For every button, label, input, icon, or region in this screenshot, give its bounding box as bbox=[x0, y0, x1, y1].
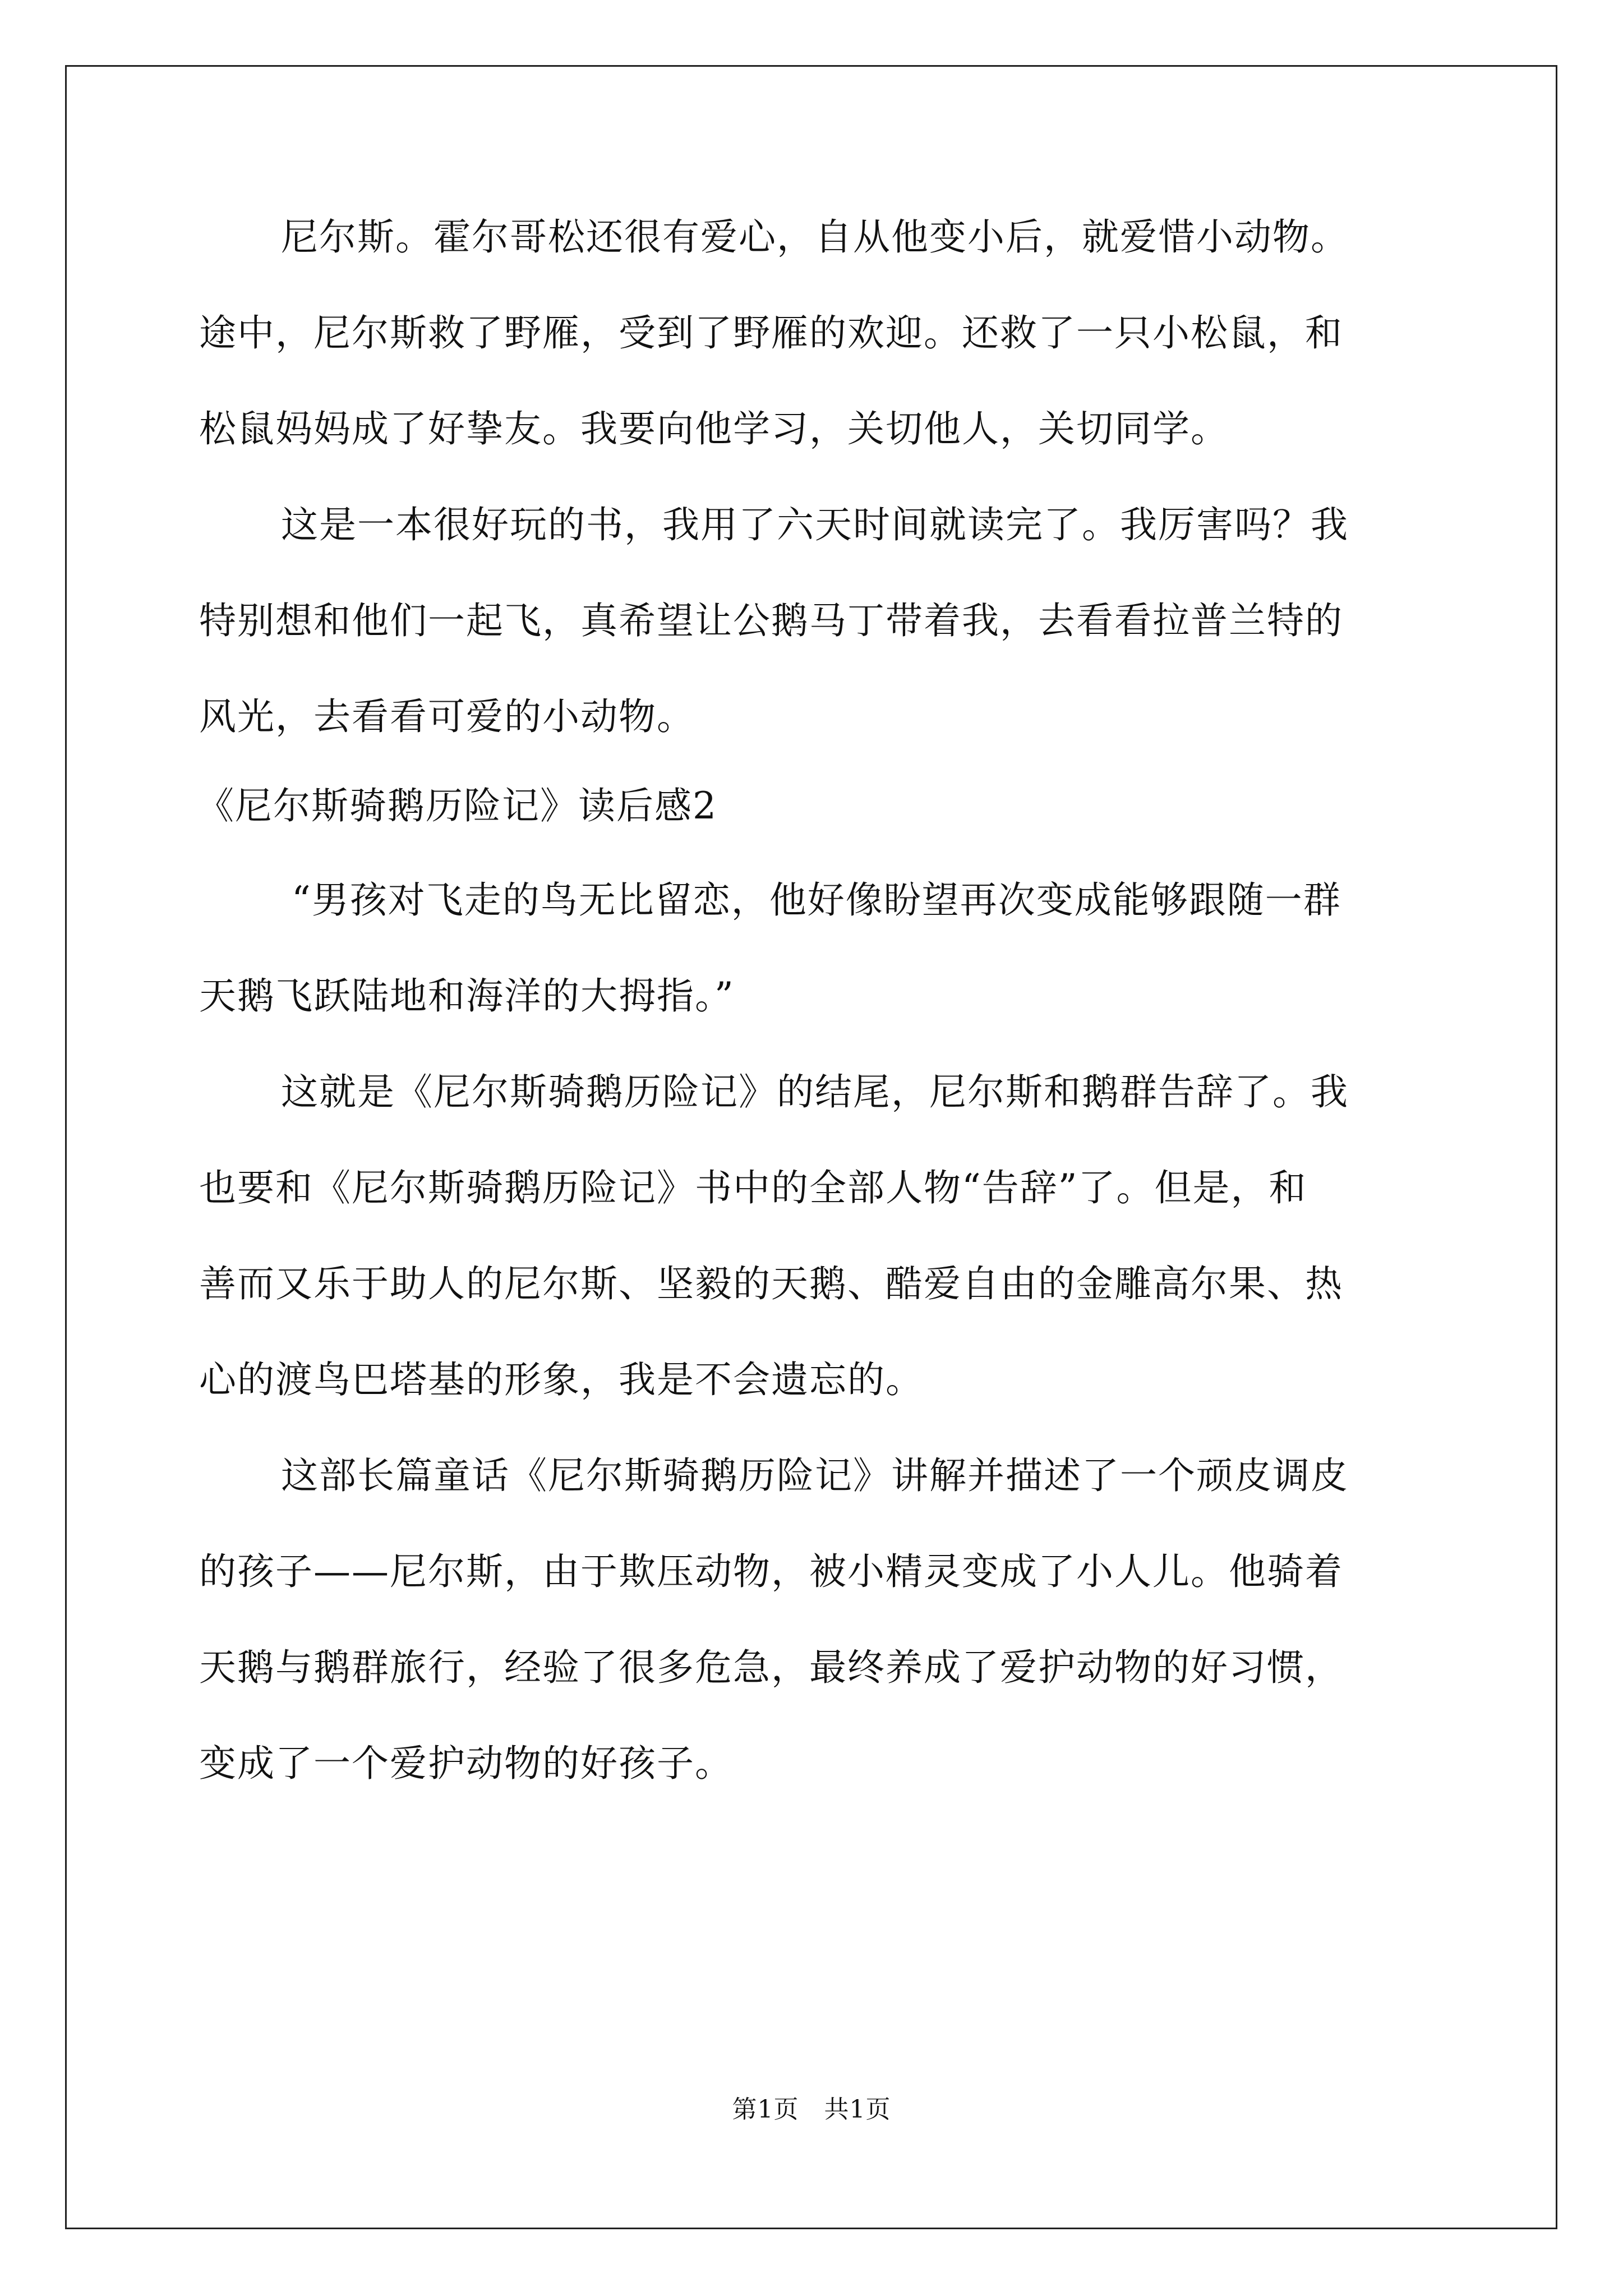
paragraph-1-line-3: 松鼠妈妈成了好挚友。我要向他学习，关切他人，关切同学。 bbox=[199, 407, 1229, 450]
paragraph-2-line-3: 风光，去看看可爱的小动物。 bbox=[199, 695, 695, 738]
paragraph-3-line-2: 天鹅飞跃陆地和海洋的大拇指。” bbox=[199, 974, 735, 1018]
paragraph-3-line-1: “男孩对飞走的鸟无比留恋，他好像盼望再次变成能够跟随一群 bbox=[292, 878, 1341, 922]
page-number-footer: 第1页 共1页 bbox=[732, 2095, 891, 2124]
paragraph-2-line-2: 特别想和他们一起飞，真希望让公鹅马丁带着我，去看看拉普兰特的 bbox=[199, 599, 1343, 642]
page-border bbox=[65, 65, 1557, 2229]
paragraph-4-line-3: 善而又乐于助人的尼尔斯、坚毅的天鹅、酷爱自由的金雕高尔果、热 bbox=[199, 1262, 1343, 1305]
paragraph-5-line-4: 变成了一个爱护动物的好孩子。 bbox=[199, 1742, 733, 1785]
paragraph-4-line-2: 也要和《尼尔斯骑鹅历险记》书中的全部人物“告辞”了。但是，和 bbox=[199, 1166, 1307, 1209]
section-title: 《尼尔斯骑鹅历险记》读后感2 bbox=[197, 784, 717, 827]
paragraph-1-line-1: 尼尔斯。霍尔哥松还很有爱心，自从他变小后，就爱惜小动物。 bbox=[281, 215, 1349, 259]
paragraph-4-line-1: 这就是《尼尔斯骑鹅历险记》的结尾，尼尔斯和鹅群告辞了。我 bbox=[281, 1070, 1349, 1114]
paragraph-5-line-3: 天鹅与鹅群旅行，经验了很多危急，最终养成了爱护动物的好习惯， bbox=[199, 1646, 1343, 1689]
paragraph-5-line-2: 的孩子——尼尔斯，由于欺压动物，被小精灵变成了小人儿。他骑着 bbox=[199, 1550, 1343, 1593]
paragraph-2-line-1: 这是一本很好玩的书，我用了六天时间就读完了。我厉害吗？我 bbox=[281, 503, 1349, 546]
paragraph-4-line-4: 心的渡鸟巴塔基的形象，我是不会遗忘的。 bbox=[199, 1358, 924, 1401]
paragraph-5-line-1: 这部长篇童话《尼尔斯骑鹅历险记》讲解并描述了一个顽皮调皮 bbox=[281, 1454, 1349, 1497]
paragraph-1-line-2: 途中，尼尔斯救了野雁，受到了野雁的欢迎。还救了一只小松鼠，和 bbox=[199, 311, 1343, 355]
